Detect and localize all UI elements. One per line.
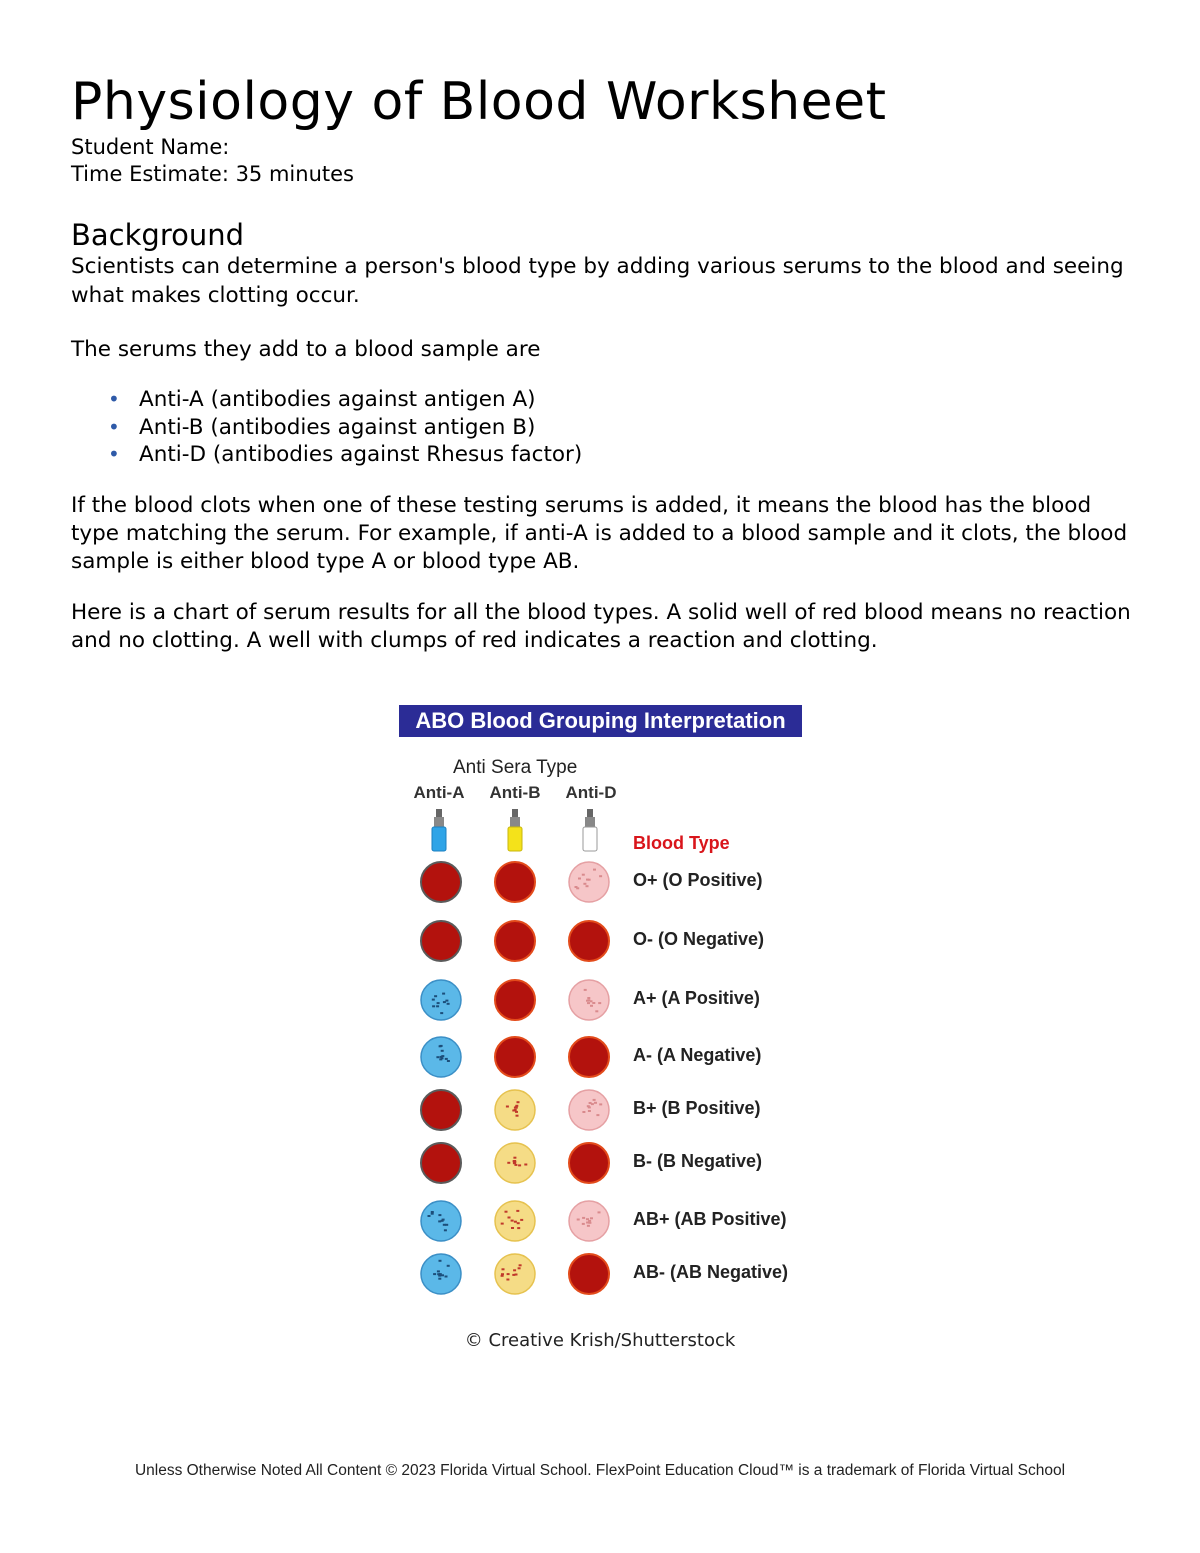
clump-mark bbox=[584, 989, 587, 991]
clump-mark bbox=[442, 993, 445, 995]
well-anti-d-clotting bbox=[569, 1201, 609, 1241]
clump-mark bbox=[511, 1220, 514, 1222]
clump-mark bbox=[599, 1103, 602, 1105]
clump-mark bbox=[501, 1223, 504, 1225]
page-title: Physiology of Blood Worksheet bbox=[71, 72, 887, 132]
clump-mark bbox=[590, 1005, 593, 1007]
clump-mark bbox=[514, 1164, 517, 1166]
well-anti-a-clotting bbox=[421, 980, 461, 1020]
clump-mark bbox=[590, 1217, 593, 1219]
clump-mark bbox=[513, 1160, 516, 1162]
clump-mark bbox=[594, 1102, 597, 1104]
clump-mark bbox=[582, 874, 585, 876]
clump-mark bbox=[512, 1274, 515, 1276]
clump-mark bbox=[445, 1058, 448, 1060]
sera-type-label: Anti Sera Type bbox=[453, 757, 578, 778]
clump-mark bbox=[447, 1003, 450, 1005]
clump-mark bbox=[431, 1211, 434, 1213]
paragraph-chart-intro: Here is a chart of serum results for all the blood types. A solid well of red blood means no reaction and no clotting. A well with clumps of red indicates a reaction and clotting. bbox=[71, 599, 1131, 653]
well-anti-b-clotting bbox=[495, 1090, 535, 1130]
well-anti-a-clotting bbox=[421, 1254, 461, 1294]
blood-type-label: O+ (O Positive) bbox=[633, 870, 763, 890]
well-anti-b-no-reaction bbox=[495, 980, 535, 1020]
clump-mark bbox=[512, 1110, 515, 1112]
clump-mark bbox=[439, 1260, 442, 1262]
clump-mark bbox=[502, 1268, 505, 1270]
blood-type-label: A+ (A Positive) bbox=[633, 988, 760, 1008]
clump-mark bbox=[513, 1269, 516, 1271]
clump-mark bbox=[582, 1217, 585, 1219]
clump-mark bbox=[583, 883, 586, 885]
clump-mark bbox=[587, 1105, 590, 1107]
clump-mark bbox=[437, 1270, 440, 1272]
clump-mark bbox=[438, 1278, 441, 1280]
well-anti-d-clotting bbox=[569, 1090, 609, 1130]
clump-mark bbox=[518, 1164, 521, 1166]
clump-mark bbox=[520, 1219, 523, 1221]
clump-mark bbox=[447, 1060, 450, 1062]
clump-mark bbox=[582, 1223, 585, 1225]
worksheet-body bbox=[71, 70, 1141, 655]
column-header-anti-d: Anti-D bbox=[565, 783, 617, 802]
clump-mark bbox=[588, 1110, 591, 1112]
clump-mark bbox=[445, 1276, 448, 1278]
time-estimate: Time Estimate: 35 minutes bbox=[71, 162, 354, 186]
clump-mark bbox=[587, 1225, 590, 1227]
clump-mark bbox=[587, 997, 590, 999]
blood-type-label: A- (A Negative) bbox=[633, 1045, 762, 1065]
clump-mark bbox=[507, 1162, 510, 1164]
dropper-anti-d-icon bbox=[583, 809, 597, 851]
clump-mark bbox=[441, 1050, 444, 1052]
clump-mark bbox=[434, 995, 437, 997]
student-name-label: Student Name: bbox=[71, 135, 230, 159]
list-item: • Anti-A (antibodies against antigen A) bbox=[139, 386, 1141, 414]
well-anti-a-no-reaction bbox=[421, 862, 461, 902]
well-anti-d-no-reaction bbox=[569, 1037, 609, 1077]
clump-mark bbox=[440, 1012, 443, 1014]
clump-mark bbox=[445, 1224, 448, 1226]
clump-mark bbox=[587, 1002, 590, 1004]
paragraph-serums: The serums they add to a blood sample are bbox=[71, 337, 541, 362]
well-anti-a-no-reaction bbox=[421, 1143, 461, 1183]
clump-mark bbox=[436, 1005, 439, 1007]
well-anti-d-no-reaction bbox=[569, 1254, 609, 1294]
clump-mark bbox=[592, 1002, 595, 1004]
clump-mark bbox=[428, 1215, 431, 1217]
well-anti-b-clotting bbox=[495, 1254, 535, 1294]
figure-title: ABO Blood Grouping Interpretation bbox=[399, 705, 802, 737]
clump-mark bbox=[517, 1101, 520, 1103]
clump-mark bbox=[438, 1214, 441, 1216]
well-anti-a-clotting bbox=[421, 1037, 461, 1077]
clump-mark bbox=[586, 879, 589, 881]
clump-mark bbox=[577, 1219, 580, 1221]
dropper-anti-b-icon bbox=[508, 809, 522, 851]
well-anti-b-clotting bbox=[495, 1143, 535, 1183]
well-anti-d-no-reaction bbox=[569, 921, 609, 961]
well-anti-b-clotting bbox=[495, 1201, 535, 1241]
dropper-anti-a-icon bbox=[432, 809, 446, 851]
well-anti-b-no-reaction bbox=[495, 862, 535, 902]
clump-mark bbox=[436, 1056, 439, 1058]
clump-mark bbox=[524, 1164, 527, 1166]
serum-list bbox=[71, 386, 1141, 469]
clump-mark bbox=[515, 1111, 518, 1113]
clump-mark bbox=[508, 1217, 511, 1219]
well-anti-b-no-reaction bbox=[495, 1037, 535, 1077]
column-header-anti-b: Anti-B bbox=[489, 783, 541, 802]
clump-mark bbox=[440, 1056, 443, 1058]
clump-mark bbox=[598, 1002, 601, 1004]
clump-mark bbox=[515, 1105, 518, 1107]
list-item: • Anti-D (antibodies against Rhesus factor) bbox=[139, 441, 1141, 469]
clump-mark bbox=[505, 1211, 508, 1213]
clump-mark bbox=[587, 999, 590, 1001]
clump-mark bbox=[516, 1115, 519, 1117]
clump-mark bbox=[582, 1111, 585, 1113]
clump-mark bbox=[511, 1227, 514, 1229]
well-anti-b-no-reaction bbox=[495, 921, 535, 961]
well-anti-a-no-reaction bbox=[421, 921, 461, 961]
clump-mark bbox=[440, 1045, 443, 1047]
clump-mark bbox=[513, 1157, 516, 1159]
paragraph-clotting: If the blood clots when one of these testing serums is added, it means the blood has the blood type matching the serum. For example, if anti-A is added to a blood sample and it clots, the blood sample is either blood type A or blood type AB. bbox=[71, 492, 1128, 574]
wells-grid bbox=[398, 705, 628, 1305]
clump-mark bbox=[443, 1001, 446, 1003]
clump-mark bbox=[516, 1210, 519, 1212]
paragraph-intro: Scientists can determine a person's blood type by adding various serums to the blood and seeing what makes clotting occur. bbox=[71, 254, 1124, 308]
clump-mark bbox=[437, 1002, 440, 1004]
list-item: • Anti-B (antibodies against antigen B) bbox=[139, 414, 1141, 442]
blood-type-header: Blood Type bbox=[633, 833, 730, 853]
clump-mark bbox=[432, 1005, 435, 1007]
clump-mark bbox=[507, 1273, 510, 1275]
clump-mark bbox=[588, 1220, 591, 1222]
clump-mark bbox=[591, 1103, 594, 1105]
well-anti-d-clotting bbox=[569, 980, 609, 1020]
clump-mark bbox=[439, 1273, 442, 1275]
clump-mark bbox=[576, 887, 579, 889]
clump-mark bbox=[519, 1264, 522, 1266]
blood-type-label: AB+ (AB Positive) bbox=[633, 1209, 787, 1229]
background-heading: Background bbox=[71, 218, 245, 252]
clump-mark bbox=[599, 875, 602, 877]
clump-mark bbox=[586, 885, 589, 887]
clump-mark bbox=[501, 1273, 504, 1275]
well-anti-a-no-reaction bbox=[421, 1090, 461, 1130]
abo-chart-figure bbox=[398, 705, 808, 1305]
clump-mark bbox=[517, 1222, 520, 1224]
clump-mark bbox=[506, 1106, 509, 1108]
clump-mark bbox=[578, 878, 581, 880]
clump-mark bbox=[518, 1267, 521, 1269]
clump-mark bbox=[439, 1058, 442, 1060]
clump-mark bbox=[515, 1107, 518, 1109]
well-anti-a-clotting bbox=[421, 1201, 461, 1241]
clump-mark bbox=[506, 1279, 509, 1281]
blood-type-label: AB- (AB Negative) bbox=[633, 1262, 789, 1282]
blood-type-label: O- (O Negative) bbox=[633, 929, 765, 949]
well-anti-d-clotting bbox=[569, 862, 609, 902]
clump-mark bbox=[447, 1265, 450, 1267]
clump-mark bbox=[517, 1227, 520, 1229]
blood-type-label: B+ (B Positive) bbox=[633, 1098, 761, 1118]
clump-mark bbox=[514, 1221, 517, 1223]
footer-copyright: Unless Otherwise Noted All Content © 2023 Florida Virtual School. FlexPoint Education Cloud™ is a trademark of Florida Virtual School bbox=[134, 1462, 1066, 1479]
clump-mark bbox=[598, 1211, 601, 1213]
clump-mark bbox=[433, 1273, 436, 1275]
clump-mark bbox=[432, 999, 435, 1001]
well-anti-d-no-reaction bbox=[569, 1143, 609, 1183]
clump-mark bbox=[593, 869, 596, 871]
clump-mark bbox=[593, 1099, 596, 1101]
image-credit: © Creative Krish/Shutterstock bbox=[464, 1330, 736, 1351]
clump-mark bbox=[596, 1114, 599, 1116]
clump-mark bbox=[441, 1220, 444, 1222]
blood-type-label: B- (B Negative) bbox=[633, 1151, 763, 1171]
column-header-anti-a: Anti-A bbox=[413, 783, 465, 802]
clump-mark bbox=[595, 1010, 598, 1012]
clump-mark bbox=[444, 1229, 447, 1231]
clump-mark bbox=[586, 1218, 589, 1220]
